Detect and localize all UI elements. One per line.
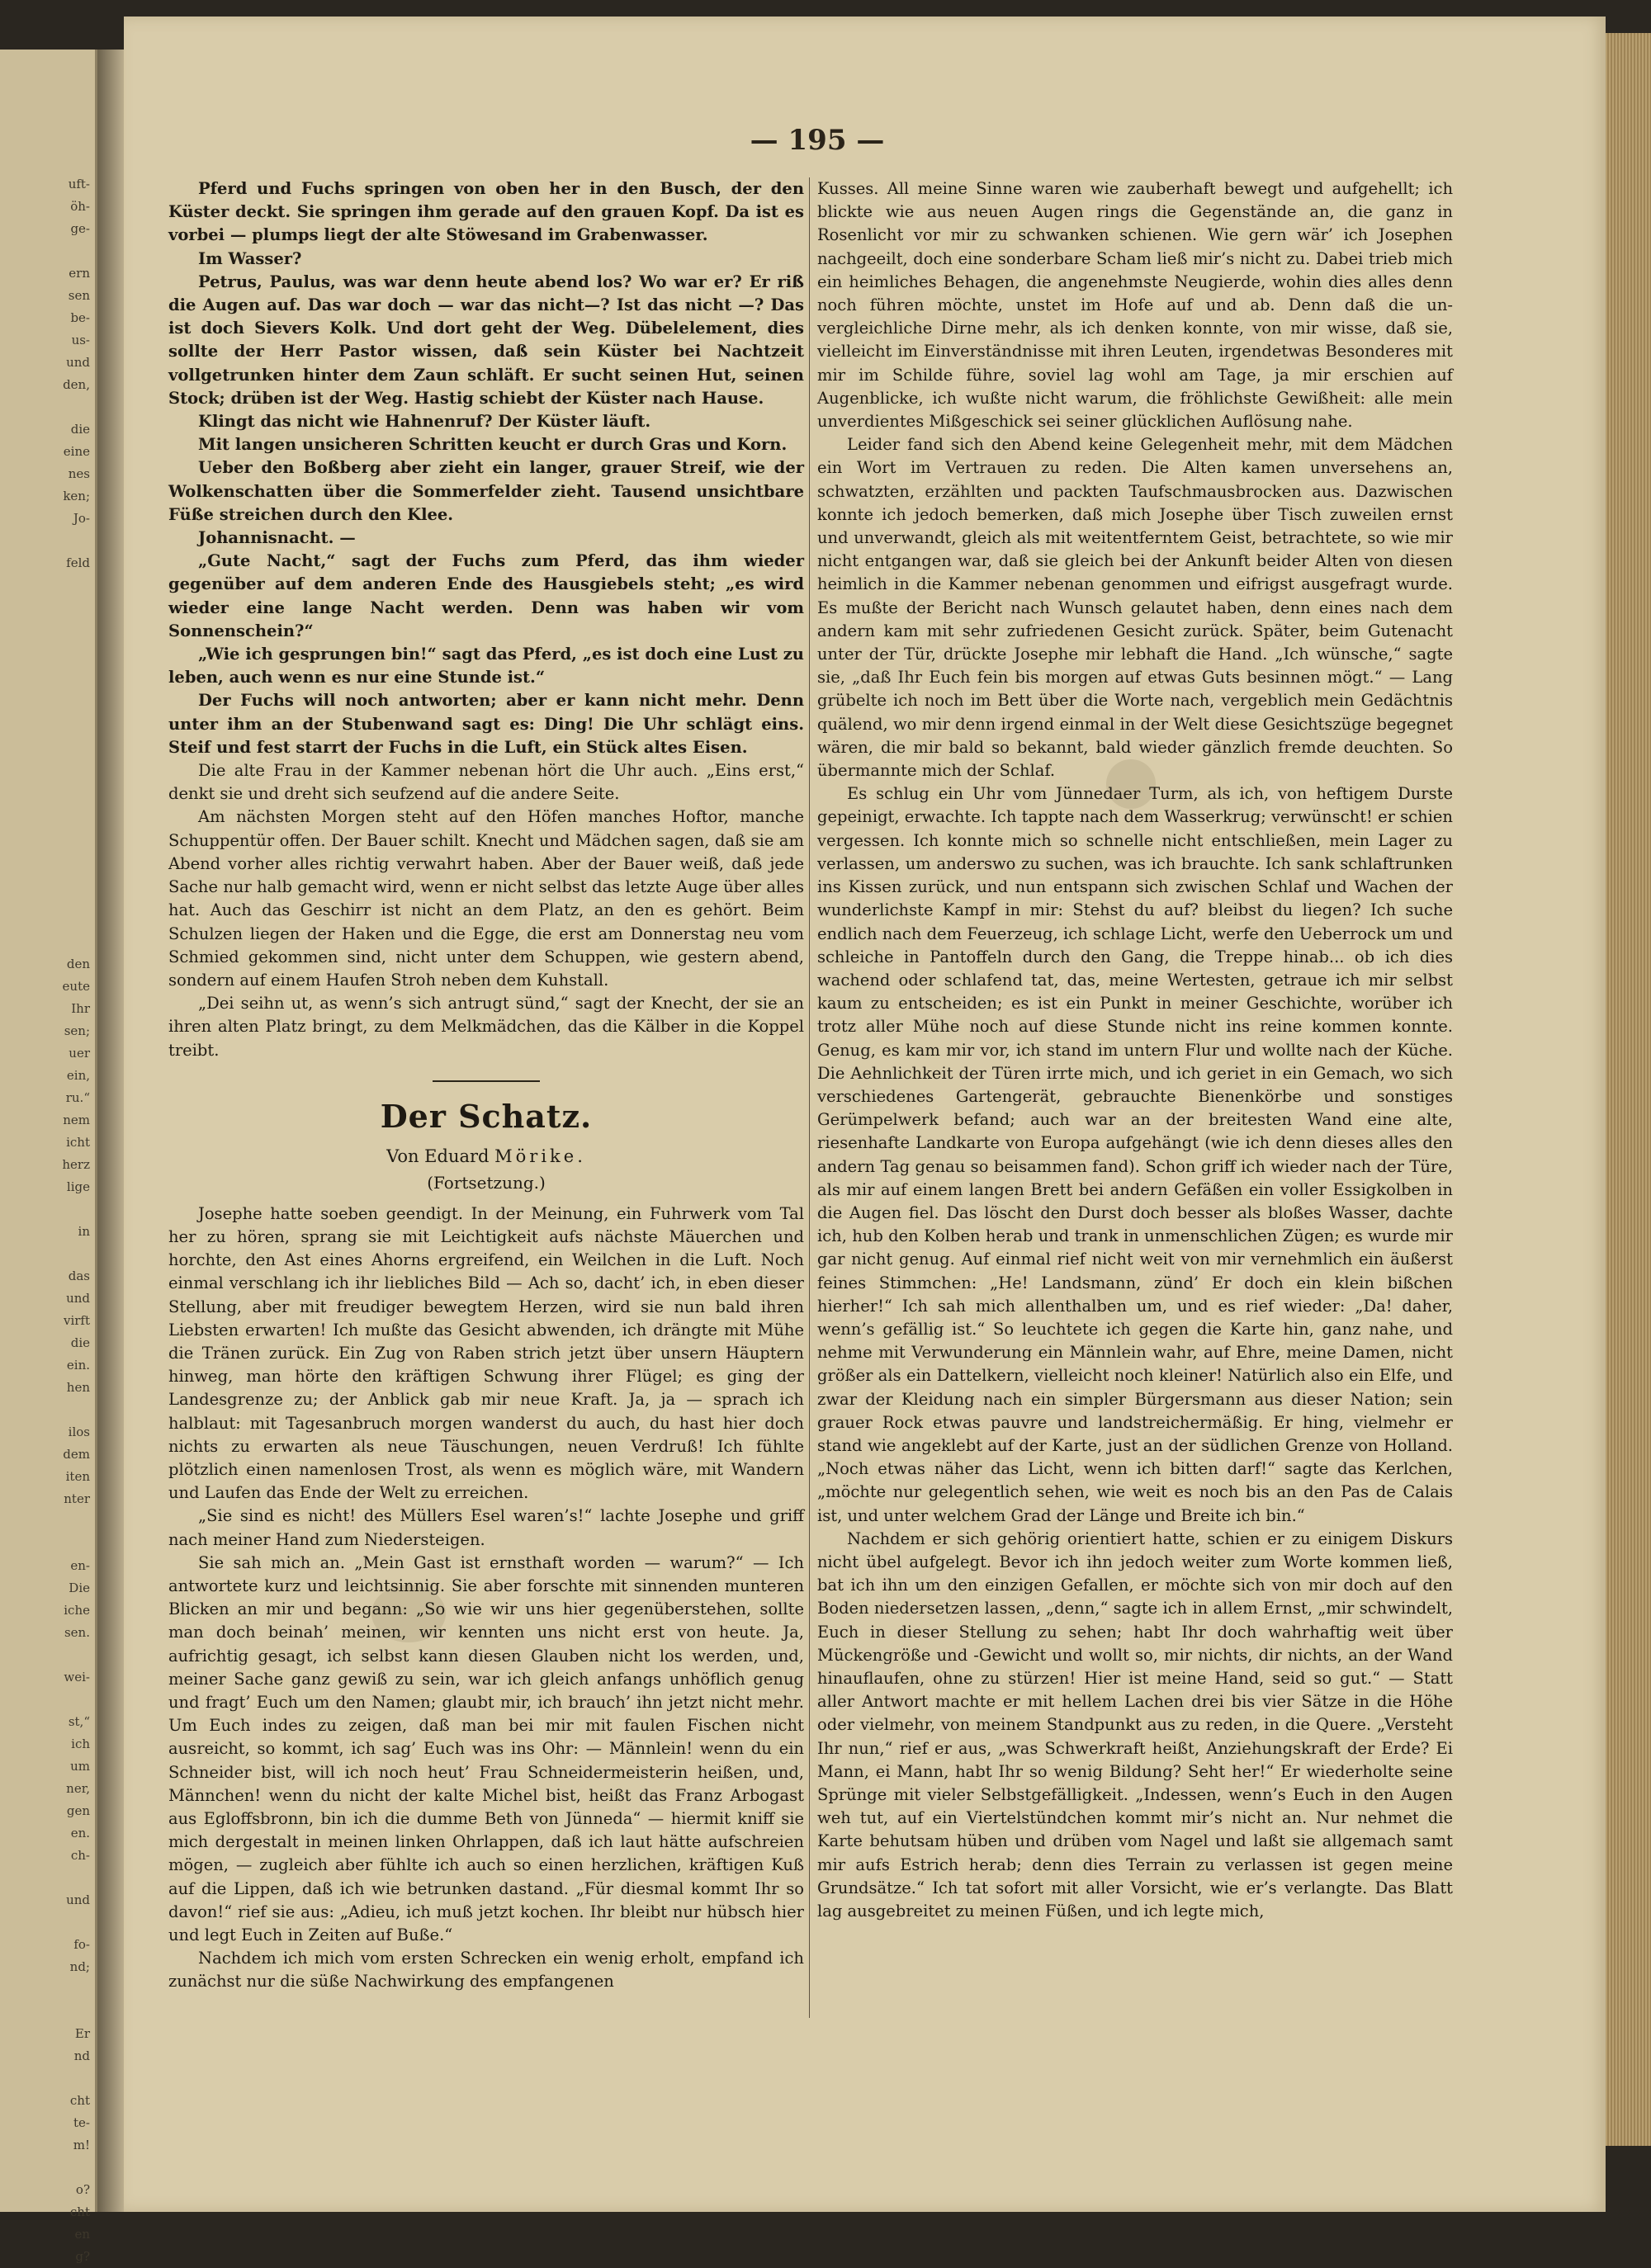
fragment: en- xyxy=(70,1558,90,1573)
fragment: die xyxy=(70,1335,90,1350)
fragment xyxy=(0,686,90,708)
paragraph: Am nächsten Morgen steht auf den Höfen manches Hoftor, manche Schuppentür offen. Der Bauer schilt. Knecht und Mädchen sagen, daß sie am Abend vorher alles richtig verwahrt haben. Aber der Bauer weiß, daß jede Sache nur halb gemacht wird, wenn er nicht selbst das letzte Auge über alles hat. Auch das Geschirr ist nicht an dem Platz, an den es gehört. Beim Schulzen liegen der Haken und die Egge, die erst am Donnerstag neu vom Schmied gekommen sind, nicht unter dem Schuppen, wie gestern abend, sondern auf einem Haufen Stroh neben dem Kuhstall. xyxy=(168,807,804,990)
fragment: den, xyxy=(63,377,90,392)
fragment: und xyxy=(66,1291,90,1306)
paragraph: Leider fand sich den Abend keine Gelegenheit mehr, mit dem Mädchen ein Wort im Vertrauen zu reden. Die Alten kamen unversehens an, schwatzten, erzählten und packten Taufschmausbrocken aus. Dazwischen konnte ich jedoch bemerken, daß mich Josephe über Tisch zuweilen ernst und unverwandt, gleich als mit weitentferntem Geist, betrachtete, so wie mir nicht entgangen war, daß sie gleich bei der Ankunft beider Alten von diesen heimlich in die Kammer nebenan genommen und eifrigst ausgefragt wurde. Es mußte der Bericht nach Wunsch gelautet haben, denn eines nach dem andern kam mit sehr zufriedenen Gesicht zurück. Später, beim Gutenacht unter der Tür, drückte Josephe mir lebhaft die Hand. „Ich wünsche,“ sagte sie, „daß Ihr Euch fein bis morgen auf etwas Guts besinnen mögt.“ — Lang grübelte ich noch im Bett über die Worte nach, vergeblich mein Gedächtnis quälend, wo mir denn irgend einmal in der Welt diese Gesichtszüge begegnet wären, die mir bald so bekannt, bald wieder gänzlich fremde deuchten. So übermannte mich der Schlaf. xyxy=(817,435,1453,781)
fragment: nd xyxy=(73,2048,90,2063)
fragment: ilos xyxy=(68,1425,90,1439)
fragment: ken; xyxy=(63,489,90,503)
fragment: Er xyxy=(74,2026,90,2041)
paragraph: Es schlug ein Uhr vom Jünnedaer Turm, als ich, von heftigem Durste gepeinigt, erwachte. Ich tappte nach dem Wasserkrug; verwünscht! er schien vergessen. Ich konnte mich so schnelle nicht entschließen, mein Lager zu verlassen, um anderswo zu suchen, was ich brauchte. Ich sank schlaftrunken ins Kissen zurück, und nun entspann sich zwischen Schlaf und Wachen der wunderlichste Kampf in mir: Stehst du auf? bleibst du liegen? Ich suche endlich nach dem Feuerzeug, ich schlage Licht, werfe den Ueberrock um und schleiche in Pantoffeln durch den Gang, die Treppe hinab... ob ich dies wachend oder schlafend tat, das, meine Wertesten, getraue ich mir selbst kaum zu entscheiden; es ist ein Punkt in meiner Geschichte, worüber ich trotz aller Mühe noch auf diese Stunde nicht ins reine kommen konnte. Genug, es kam mir vor, ich stand im untern Flur und wollte nach der Küche. Die Aehnlichkeit der Türen irrte mich, und ich geriet in ein Gemach, wo sich verschiedenes Gartengerät, gebrauchte Bienenkörbe und sonstiges Gerümpelwerk befand; auch war an der breitesten Wand eine alte, riesenhafte Landkarte von Europa aufgehängt (wie ich denn dieses alles den andern Tag genau so beisammen fand). Schon griff ich wieder nach der Türe, als mir auf einem langen Brett bei andern Gefäßen ein voller Essigkolben in die Augen fiel. Das löscht den Durst doch besser als bloßes Wasser, dachte ich, hub den Kolben herab und trank in unmenschlichen Zügen; es wurde mir gar nicht genug. Auf einmal rief nicht weit von mir vernehmlich ein äußerst feines Stimmchen: „He! Landsmann, zünd’ Er doch ein klein bißchen hierher!“ Ich sah mich allenthalben um, und es rief wieder: „Da! daher, wenn’s gefällig ist.“ So leuchtete ich gegen die Karte hin, ganz nahe, und nehme mit Verwunderung ein Männlein wahr, auf Ehre, meine Damen, nicht größer als ein Dattelkern, vielleicht noch kleiner! Natürlich also ein Elfe, und zwar der Kleidung nach ein simpler Bürgersmann aus dieser Nation; sein grauer Rock etwas pauvre und landstreichermäßig. Er hing, vielmehr er stand wie angeklebt auf der Karte, just an der südlichen Grenze von Holland. „Noch etwas näher das Licht, wenn ich bitten darf!“ sagte das Kerlchen, „möchte nur gelegentlich sehen, wie weit es noch bis an den Pas de Calais ist, und unter welchem Grad der Länge und Breite ich bin.“ xyxy=(817,784,1453,1525)
fragment: um xyxy=(70,1759,90,1774)
paragraph: Die alte Frau in der Kammer nebenan hört die Uhr auch. „Eins erst,“ denkt sie und dreht sich seufzend auf die andere Seite. xyxy=(168,761,804,804)
fragment xyxy=(0,1243,90,1265)
story-ending xyxy=(168,759,804,1062)
fragment xyxy=(0,664,90,686)
paragraph: Im Wasser? xyxy=(198,248,302,268)
fragment: m! xyxy=(73,2138,90,2152)
fragment: fo- xyxy=(73,1937,90,1952)
fragment xyxy=(0,2001,90,2023)
byline-prefix: Von Eduard xyxy=(386,1146,495,1166)
fragment: und xyxy=(66,1892,90,1907)
fragment xyxy=(0,240,90,262)
fragment: ru.“ xyxy=(65,1090,90,1105)
fragment: en. xyxy=(70,1826,90,1840)
fragment: in xyxy=(78,1224,90,1239)
fragment: Jo- xyxy=(73,511,90,526)
fragment: uft- xyxy=(68,177,90,191)
fragment: g? xyxy=(75,2249,90,2264)
paragraph: Johannisnacht. — xyxy=(198,528,356,548)
fragment: Die xyxy=(69,1581,90,1595)
fragment: iten xyxy=(65,1469,90,1484)
fragment: und xyxy=(66,355,90,370)
paragraph: Der Fuchs will noch antworten; aber er kann nicht mehr. Denn unter ihm an der Stubenwand sagt es: Ding! Die Uhr schlägt eins. Steif und fest starrt der Fuchs in die Luft, ein Stück altes Eisen. xyxy=(168,691,804,757)
fragment xyxy=(0,775,90,797)
fragment: den xyxy=(66,957,90,971)
fragment xyxy=(0,530,90,552)
fragment: ein, xyxy=(66,1068,90,1083)
fragment: st,“ xyxy=(68,1714,90,1729)
fragment xyxy=(0,619,90,641)
fragment: nter xyxy=(64,1491,90,1506)
fragment: sen. xyxy=(64,1625,90,1640)
paragraph: Klingt das nicht wie Hahnenruf? Der Küster läuft. xyxy=(198,412,651,432)
byline-author: Mörike. xyxy=(494,1146,586,1166)
page-number: — 195 — xyxy=(750,124,885,157)
fragment: ch- xyxy=(70,1848,90,1863)
fragment: eute xyxy=(62,979,90,994)
paragraph: Ueber den Boßberg aber zieht ein langer, grauer Streif, wie der Wolkenschatten über die Sommerfelder zieht. Tausend unsichtbare Füße streichen durch den Klee. xyxy=(168,458,804,524)
paragraph: „Dei seihn ut, as wenn’s sich antrugt sünd,“ sagt der Knecht, der sie an ihren alten Platz bringt, zu dem Melkmädchen, das die Kälber in die Koppel treibt. xyxy=(168,994,804,1060)
fragment xyxy=(0,1689,90,1711)
fragment: gen xyxy=(66,1803,90,1818)
fragment xyxy=(0,886,90,909)
fragment: lige xyxy=(66,1179,90,1194)
fragment: o? xyxy=(75,2182,90,2197)
fragment xyxy=(0,1510,90,1533)
fragment xyxy=(0,1198,90,1221)
paragraph: Nachdem er sich gehörig orientiert hatte, schien er zu einigem Diskurs nicht übel aufgelegt. Bevor ich ihn jedoch weiter zum Worte kommen ließ, bat ich ihn um den einzigen Gefallen, er möchte sich von mir doch auf den Boden niedersetzen lassen, „denn,“ sagte ich in allem Ernst, „mir schwindelt, Euch in dieser Stellung zu sehen; habt Ihr doch wahrhaftig weit über Mückengröße und -Gewicht und wollt so, mir nichts, dir nichts, an der Wand hinauflaufen, ohne zu stürzen! Hier ist meine Hand, seid so gut.“ — Statt aller Antwort machte er mit hellem Lachen drei bis vier Sätze in die Höhe oder vielmehr, von meinem Standpunkt aus zu reden, in die Quere. „Versteht Ihr nun,“ rief er aus, „was Schwerkraft heißt, Anziehungskraft der Erde? Ei Mann, ei Mann, habt Ihr so wenig Bildung? Seht her!“ Er wiederholte seine Sprünge mit vieler Selbstgefälligkeit. „Indessen, wenn’s Euch in den Augen weh tut, auf ein Viertelstündchen kommt mir’s nicht an. Nur nehmet die Karte behutsam hüben und drüben vom Nagel und laßt sie allgemach samt mir aufs Estrich herab; denn dies Terrain zu verlassen ist gegen meine Grundsätze.“ Ich tat sofort mit aller Vorsicht, wie er’s verlangte. Das Blatt lag ausgebreitet zu meinen Füßen, und ich legte mich, xyxy=(817,1529,1453,1921)
paragraph: „Gute Nacht,“ sagt der Fuchs zum Pferd, das ihm wieder gegenüber auf dem anderen Ende des Hausgiebels steht; „es wird wieder eine lange Nacht werden. Denn was haben wir vom Sonnenschein?“ xyxy=(168,551,804,640)
fragment: nd; xyxy=(69,1959,90,1974)
fragment xyxy=(0,730,90,753)
fragment: eine xyxy=(63,444,90,459)
fragment: be- xyxy=(70,310,90,325)
fragment: die xyxy=(70,422,90,437)
fragment xyxy=(0,1867,90,1889)
fragment xyxy=(0,909,90,931)
story-ending-bold xyxy=(168,177,804,759)
fragment xyxy=(0,797,90,820)
article-byline xyxy=(168,1143,804,1169)
paragraph: Pferd und Fuchs springen von oben her in den Busch, der den Küster deckt. Sie springen ihm gerade auf den grauen Kopf. Da ist es vorbei — plumps liegt der alte Stöwesand im Grabenwasser. xyxy=(168,179,804,245)
fragment: öh- xyxy=(70,199,90,214)
fragment xyxy=(0,820,90,842)
fragment: te- xyxy=(73,2115,90,2130)
fragment xyxy=(0,396,90,418)
paragraph: Petrus, Paulus, was war denn heute abend los? Wo war er? Er riß die Augen auf. Das war doch — war das nicht—? Ist das nicht —? Das ist doch Sievers Kolk. Und dort geht der Weg. Dübelelement, dies sollte der Herr Pastor wissen, daß sein Küster bei Nachtzeit vollgetrunken hinter dem Zaun schläft. Er sucht seinen Hut, seinen Stock; drüben ist der Weg. Hastig schiebt der Küster nach Hause. xyxy=(168,272,804,408)
fragment: ein. xyxy=(66,1358,90,1373)
column-rule xyxy=(809,177,810,2018)
article-body xyxy=(168,1203,804,1994)
paragraph: Sie sah mich an. „Mein Gast ist ernsthaft worden — warum?“ — Ich antwortete kurz und leichtsinnig. Sie aber forschte mit sinnenden munteren Blicken an mir und begann: „So wie wir uns hier gegenüberstehen, sollte man doch beinah’ meinen, wir kennten uns nicht erst von heute. Ja, aufrichtig gesagt, ich selbst kann diesen Glauben nicht los werden, und, meiner Sache ganz gewiß zu sein, war ich gleich anfangs unhöflich genug und fragt’ Euch um den Namen; glaubt mir, ich brauch’ ihn jetzt nicht mehr. Um Euch indes zu zeigen, daß man bei mir mit faulen Fischen nicht ausreicht, so kommt, ich sag’ Euch was ins Ohr: — Männlein! wenn du ein Schneider bist, will ich noch heut’ Frau Schneidermeisterin heißen, und, Männchen! wenn du nicht der kalte Michel bist, heißt das Franz Arbogast aus Egloffsbronn, bin ich die dumme Beth von Jünneda“ — hiermit kniff sie mich dergestalt in meinen linken Ohrlappen, daß ich laut hätte aufschreien mögen, — zugleich aber fühlte ich auch so einen herzlichen, kräftigen Kuß auf die Lippen, daß ich wie betrunken dastand. „Für diesmal kommt Ihr so davon!“ rief sie aus: „Adieu, ich muß jetzt kochen. Ihr bleibt nur hübsch hier und legt Euch in Zeiten auf Buße.“ xyxy=(168,1552,804,1945)
paragraph: Josephe hatte soeben geendigt. In der Meinung, ein Fuhrwerk vom Tal her zu hören, sprang sie mit Leichtigkeit aufs nächste Mäuerchen und horchte, den Ast eines Ahorns ergreifend, ein Weilchen in die Luft. Noch einmal verschlang ich ihr liebliches Bild — Ach so, dacht’ ich, in eben dieser Stellung, aber mit freudiger bewegtem Herzen, wird sie nun bald ihren Liebsten erwarten! Ich mußte das Gesicht abwenden, ich drängte mit Mühe die Tränen zurück. Ein Zug von Raben strich jetzt über unsern Häuptern hinweg, man hörte den kräftigen Schwung ihrer Flügel; es ging der Landesgrenze zu; der Anblick gab mir neue Kraft. Ja, ja — sprach ich halblaut: mit Tagesanbruch morgen wanderst du auch, du hast hier doch nichts zu erwarten als neue Täuschungen, neuen Verdruß! Ich fühlte plötzlich einen namenlosen Trost, als wenn es möglich wäre, mit Wandern und Laufen das Ende der Welt zu erreichen. xyxy=(168,1203,804,1503)
fragment: en xyxy=(74,2227,90,2242)
fragment: herz xyxy=(62,1157,90,1172)
paragraph: Mit langen unsicheren Schritten keucht er durch Gras und Korn. xyxy=(198,435,788,455)
fragment xyxy=(0,2067,90,2090)
fragment xyxy=(0,708,90,730)
continuation-note: (Fortsetzung.) xyxy=(427,1172,546,1193)
paragraph: „Wie ich gesprungen bin!“ sagt das Pferd, „es ist doch eine Lust zu leben, auch wenn es nur eine Stunde ist.“ xyxy=(168,645,804,687)
fragment: iche xyxy=(64,1603,90,1618)
fragment xyxy=(0,1533,90,1555)
paragraph: Kusses. All meine Sinne waren wie zauberhaft bewegt und aufgehellt; ich blickte wie aus neuen Augen rings die Gegenstände an, die ganz in Rosenlicht vor mir zu schwanken schienen. Wie gern wär’ ich Josephen nachgeeilt, doch eine sonderbare Scham ließ mir’s nicht zu. Dabei trieb mich ein heimliches Behagen, die angenehmste Neugierde, wohin dies alles denn noch führen möchte, unstet im Hofe auf und ab. Denn daß die unvergleichliche Dirne mehr, als ich denken konnte, von mir wisse, daß sie, vielleicht im Einverständnisse mit ihren Leuten, irgendetwas Besonderes mit mir im Schilde führe, soviel lag wohl am Tage, ja mir erschien auf Augenblicke, ich wußte nicht warum, die fröhlichste Gewißheit: alle mein unverdientes Mißgeschick sei seiner glücklichen Auflösung nahe. xyxy=(817,179,1453,432)
previous-page-fragments xyxy=(0,50,95,2268)
fragment: virft xyxy=(63,1313,90,1328)
paragraph: „Sie sind es nicht! des Müllers Esel waren’s!“ lachte Josephe und griff nach meiner Hand zum Niedersteigen. xyxy=(168,1506,804,1549)
fragment xyxy=(0,574,90,597)
fragment xyxy=(0,1644,90,1666)
fragment: icht xyxy=(66,1135,90,1150)
fragment: sen xyxy=(68,288,90,303)
fragment: Ihr xyxy=(71,1001,90,1016)
article-title: Der Schatz. xyxy=(380,1097,593,1135)
fragment xyxy=(0,1978,90,2001)
fragment xyxy=(0,931,90,953)
fragment: sen; xyxy=(64,1023,90,1038)
fragment xyxy=(0,1911,90,1934)
fragment: nes xyxy=(68,466,90,481)
fragment xyxy=(0,842,90,864)
fragment xyxy=(0,641,90,664)
fragment: wei- xyxy=(64,1670,90,1684)
fragment xyxy=(0,597,90,619)
right-column xyxy=(817,177,1453,2191)
fragment: hen xyxy=(66,1380,90,1395)
fragment: uer xyxy=(69,1046,90,1061)
fragment: cht xyxy=(69,2204,90,2219)
paragraph: Nachdem ich mich vom ersten Schrecken ein wenig erholt, empfand ich zunächst nur die süße Nachwirkung des empfangenen xyxy=(168,1949,804,1992)
fragment: ner, xyxy=(66,1781,90,1796)
fragment xyxy=(0,864,90,886)
previous-page-edge xyxy=(0,50,97,2264)
fragment: feld xyxy=(66,555,90,570)
fragment: cht xyxy=(69,2093,90,2108)
fragment: us- xyxy=(71,333,90,347)
fragment: dem xyxy=(63,1447,90,1462)
fragment: ern xyxy=(69,266,90,281)
fragment xyxy=(0,1399,90,1421)
fragment: nem xyxy=(63,1113,90,1127)
section-divider xyxy=(433,1080,540,1082)
left-column xyxy=(168,177,804,2191)
fragment xyxy=(0,753,90,775)
fragment: das xyxy=(68,1269,90,1283)
fragment: ge- xyxy=(70,221,90,236)
fragment xyxy=(0,2157,90,2179)
fragment: ich xyxy=(71,1736,90,1751)
page-edges xyxy=(1606,33,1651,2146)
